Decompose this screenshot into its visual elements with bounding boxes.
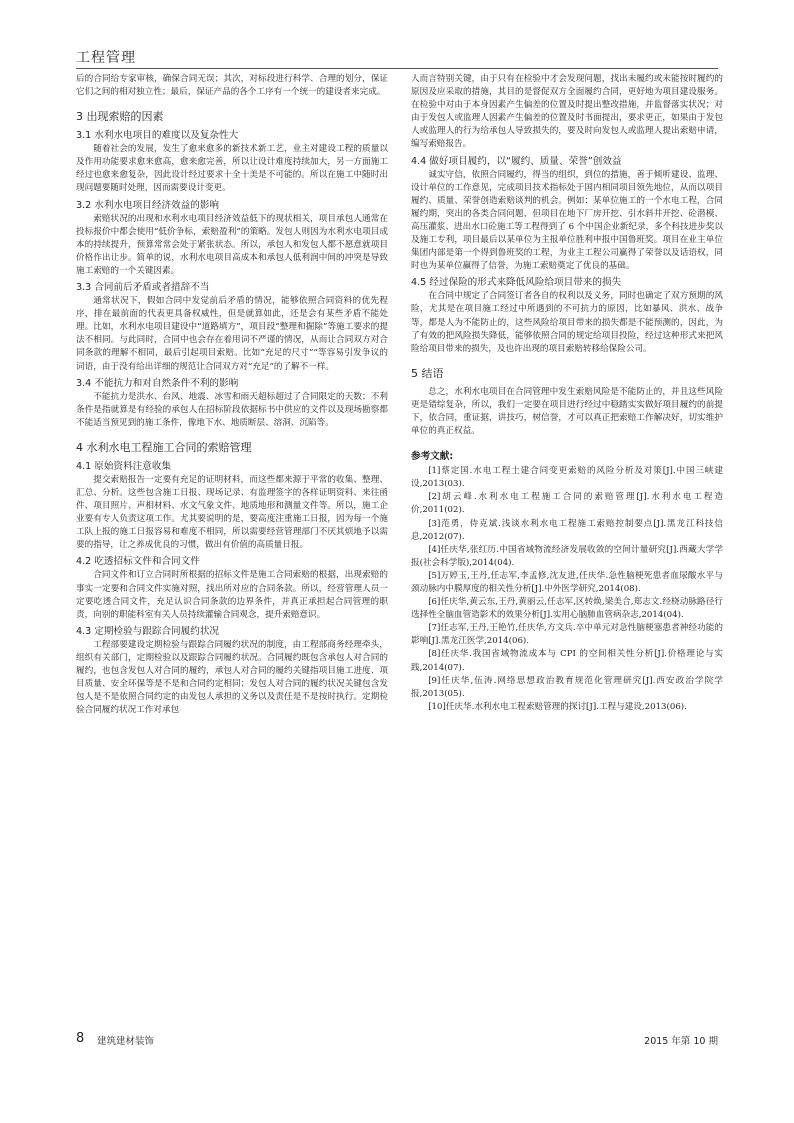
subsection-heading: 4.1 原始资料注意收集 xyxy=(76,460,172,472)
header-rule xyxy=(76,68,718,69)
body-paragraph: 后的合同给专家审核，确保合同无误；其次，对标段进行科学、合理的划分，保证它们之间的相对独立性；最后，保证产品的各个工序有一个统一的建设者来完成。 xyxy=(76,74,388,98)
reference-item: [6]任庆华,黄云东,王丹,黄丽云,任志军,区转焕,梁美合,郑志文.经桡动脉路径行选择性全脑血管造影术的效果分析[J].实用心脑肺血管病杂志,2014(04). xyxy=(411,597,723,621)
reference-item: [10]任庆华.水利水电工程索赔管理的探讨[J].工程与建设,2013(06). xyxy=(428,701,687,712)
reference-item: [7]任志军,王丹,王艳竹,任庆华,方文兵.卒中单元对急性脑梗塞患者神经功能的影响[J].黑龙江医学,2014(06). xyxy=(411,623,723,647)
section-heading: 5 结语 xyxy=(411,366,444,380)
journal-name: 建筑建材装饰 xyxy=(97,1036,155,1047)
reference-item: [3]范勇，侍克斌.浅谈水利水电工程施工索赔控制要点[J].黑龙江科技信息,2012(07). xyxy=(411,518,723,542)
subsection-heading: 4.5 经过保险的形式来降低风险给项目带来的损失 xyxy=(411,277,622,289)
body-paragraph: 索赔状况的出现和水利水电项目经济效益低下的现状相关，项目承包人通常在投标报价中都会使用“低价争标，索赔盈利”的策略。发包人则因为水利水电项目成本的持续提升，预算常常会处于紧张状态。所以，承包人和发包人都不愿意就项目价格作出让步。简单的说，水利水电项目高成本和承包人低利润中间的冲突是导致施工索赔的一个关键因素。 xyxy=(76,213,388,276)
page-number: 8 xyxy=(76,1031,85,1046)
reference-item: [1]蔡定国.水电工程土建合同变更索赔的风险分析及对策[J].中国三峡建设,2013(03). xyxy=(411,466,723,490)
body-paragraph: 通常状况下，假如合同中发觉前后矛盾的情况，能够依照合同资料的优先程序，排在最前面的代表更具备权威性，但是就算如此，还是会有某些矛盾不能处理。比如，水利水电项目建设中“道路填方”，项目段“整理和掘除”等施工要求的提法不相同。与此同时，合同中也会存在着用词不严谨的情况，从而让合同双方对合同条款的理解不相同，最后引起项目索赔。比如“充足的尺寸”“等容易引发争议的词语，由于没有给出详细的规范让合同双方对“充足”的了解不一样。 xyxy=(76,296,388,372)
subsection-heading: 3.1 水利水电项目的难度以及复杂性大 xyxy=(76,130,239,142)
body-paragraph: 诚实守信，依照合同履约，得当的组织，到位的措施，善于倾听建设、监理、设计单位的工作意见，完成项目技术指标处于国内相同项目领先地位，从而以项目履约、质量、荣誉创造索赔谈判的机会。例如：某单位施工的一个水电工程，合同履约期，突出的各类合同问题，但项目在地下厂房开挖、引水斜井开挖、砼潜模、高压灌浆、进出水口砼施工等工程得到了 6 个中国企业新纪录，多个科技进步奖以及施工专利，项目最后以某单位为主报单位胜利申报中国鲁班奖。项目在业主单位集团内部是第一个得到鲁班奖的工程，为业主工程公司赢得了荣誉以及话语权，同时也为某单位赢得了信誉，为施工索赔奠定了优良的基础。 xyxy=(411,169,723,272)
body-paragraph: 在合同中规定了合同签订者各自的权利以及义务，同时也确定了双方预期的风险，尤其是在项目施工经过中所遇到的不可抗力的原因，比如暴风、洪水、战争等，都是人为不能防止的，这些风险给项目带来的损失都是不能预测的，因此，为了有效的把风险损失降低，能够依照合同的规定给项目投险，经过这种形式来把风险给项目带来的损失，及也许出现的项目索赔转移给保险公司。 xyxy=(411,291,723,354)
running-title: 工程管理 xyxy=(76,50,136,66)
body-paragraph: 合同文件和订立合同时所根据的招标文件是施工合同索赔的根据，出现索赔的事实一定要和合同文件实施对照，找出所对应的合同条款。所以，经营管理人员一定要吃透合同文件，充足认识合同条款的边界条件，并真正承担起合同管理的职责，向别的职能科室有关人员持续灌输合同观念，提升索赔意识。 xyxy=(76,570,388,620)
body-paragraph: 工程部要建设定期检验与跟踪合同履约状况的制度，由工程部商务经理牵头，组织有关部门，定期检验以及跟踪合同履约状况。合同履约既包含承包人对合同的履约，也包含发包人对合同的履约，承包人对合同的履约关键指项目施工进度、项目质量、安全环保等是不是和合同约定相同；发包人对合同的履约状况关键包含发包人是不是依照合同约定的由发包人承担的义务以及责任是不是按时执行。定期检验合同履约状况工作对承包 xyxy=(76,639,388,716)
subsection-heading: 3.2 水利水电项目经济效益的影响 xyxy=(76,199,220,211)
body-paragraph: 随着社会的发展，发生了愈来愈多的新技术新工艺，业主对建设工程的质量以及作用功能要求愈来愈高，愈来愈完善，所以让设计难度持续加大，另一方面施工经过也愈来愈复杂，因此设计经过要求十全十美是不可能的。所以在施工中随时出现问题要随时处理，因而需要设计变更。 xyxy=(76,144,388,194)
reference-item: [4]任庆华,张红历.中国省域物流经济发展收敛的空间计量研究[J].西藏大学学报(社会科学版),2014(04). xyxy=(411,544,723,568)
reference-item: [2]胡云峰.水利水电工程施工合同的索赔管理[J].水利水电工程造价,2011(02). xyxy=(411,492,723,516)
body-paragraph: 不能抗力是洪水、台风、地震、冰雪和雨天超标超过了合同限定的天数；不利条件是指就算是有经验的承包人在招标阶段依据标书中供应的文件以及现场勘察都不能适当预见到的施工条件，像地下水、地质断层、溶洞、沉陷等。 xyxy=(76,391,388,428)
subsection-heading: 4.2 吃透招标文件和合同文件 xyxy=(76,556,200,568)
body-paragraph: 提交索赔报告一定要有充足的证明材料，而这些都来源于平常的收集、整理、汇总、分析。这些包含施工日报、现场记录、有监理签字的各样证明资料、来往函件、项目照片、声相材料、水文气象文件、地质地形和测量文件等。所以，施工企业要有专人负责这项工作。尤其要说明的是，要高度注重施工日报，因为每一个施工队上报的施工日报容易和难度不相同，所以需要经营管理部门不厌其烦地予以需要的指导，让之养成优良的习惯，做出有价值的高质量日报。 xyxy=(76,474,388,551)
section-heading: 4 水利水电工程施工合同的索赔管理 xyxy=(76,440,252,454)
subsection-heading: 3.3 合同前后矛盾或者措辞不当 xyxy=(76,282,210,294)
reference-item: [8]任庆华.我国省域物流成本与 CPI 的空间相关性分析[J].价格理论与实践,2014(07). xyxy=(411,649,723,673)
subsection-heading: 4.3 定期检验与跟踪合同履约状况 xyxy=(76,625,220,637)
subsection-heading: 3.4 不能抗力和对自然条件不利的影响 xyxy=(76,377,239,389)
left-column xyxy=(76,73,388,717)
issue-label: 2015 年第 10 期 xyxy=(644,1036,718,1047)
body-paragraph: 总之，水利水电项目在合同管理中发生索赔风险是不能防止的，并且这些风险更是错综复杂，所以，我们一定要在项目进行经过中稳踏实实做好项目履约的前提下，依合同，重证据，讲技巧，树信誉，才可以真正把索赔工作解决好，切实维护单位的真正权益。 xyxy=(411,386,723,437)
right-column xyxy=(411,73,723,714)
references-heading: 参考文献: xyxy=(411,451,454,463)
subsection-heading: 4.4 做好项目履约，以“履约、质量、荣誉”创效益 xyxy=(411,155,622,167)
reference-item: [9]任庆华,伍涛.网络思想政治教育规范化管理研究[J].西安政治学院学报,2013(05). xyxy=(411,675,723,699)
reference-item: [5]万婷玉,王丹,任志军,李孟修,沈友进,任庆华.急性脑梗死患者血尿酸水平与颈动脉内中膜厚度的相关性分析[J].中外医学研究,2014(08). xyxy=(411,570,723,594)
section-heading: 3 出现索赔的因素 xyxy=(76,110,164,124)
body-paragraph: 人而言特别关键，由于只有在检验中才会发现问题，找出未履约或未能按时履约的原因及应采取的措施，其目的是督促双方全面履约合同，更好地为项目建设服务。在检验中对由于本身因素产生偏差的位置及时提出整改措施，并监督落实状况；对由于发包人或监理人因素产生偏差的位置及时书面提出，要求更正，如果由于发包人或监理人的行为给承包人导致损失的，要及时向发包人或监理人提出索赔申请，编写索赔报告。 xyxy=(411,74,723,150)
